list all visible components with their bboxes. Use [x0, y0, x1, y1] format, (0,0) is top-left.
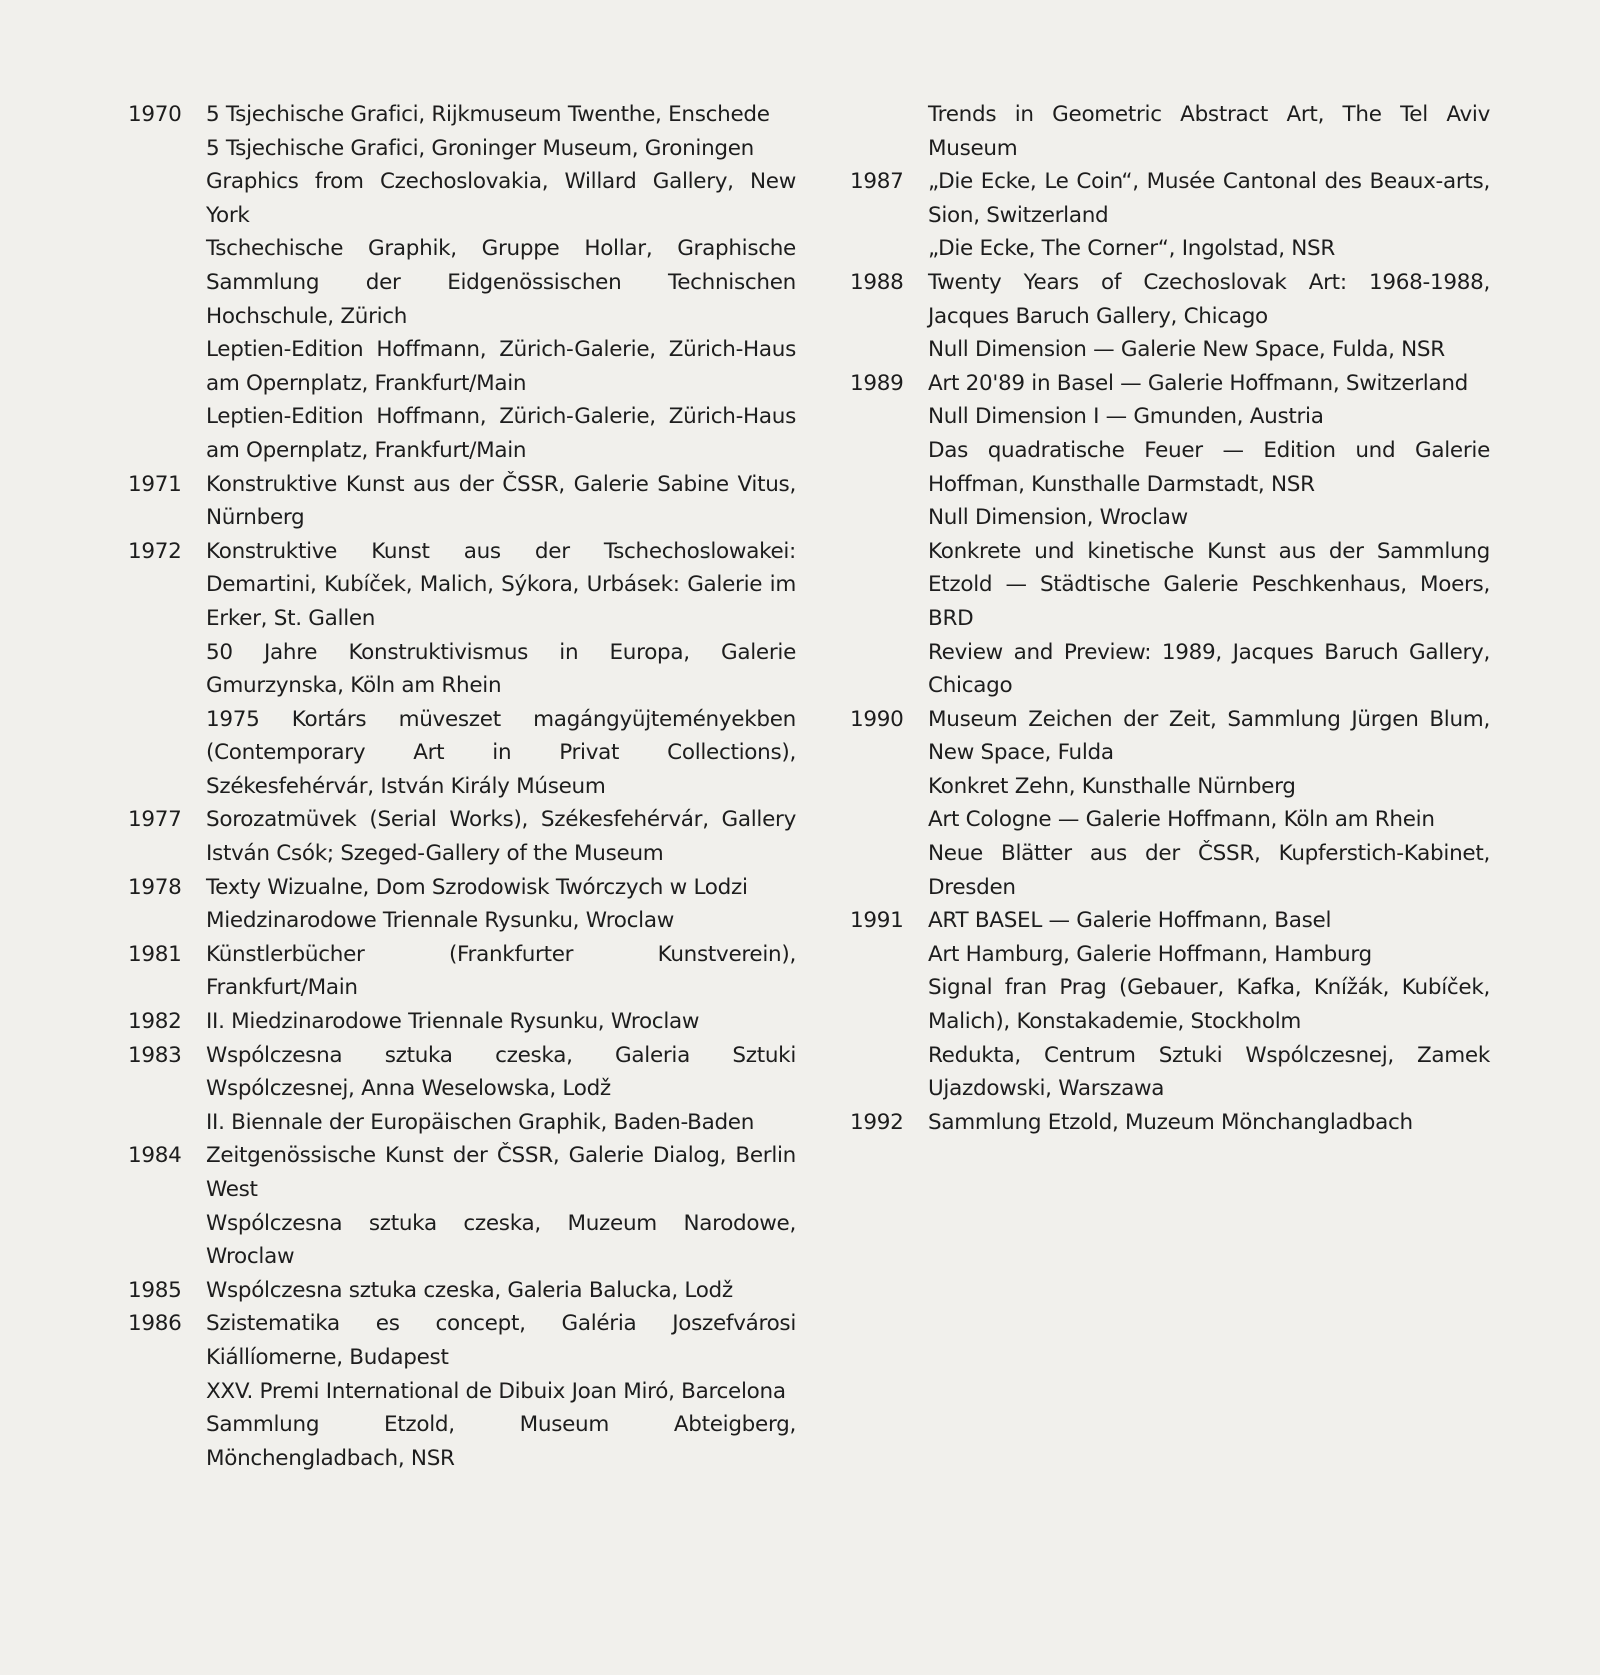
exhibition-year: 1988 — [850, 269, 904, 295]
exhibition-entry: Leptien-Edition Hoffmann, Zürich-Galerie, Zürich-Haus am Opernplatz, Frankfurt/Main — [206, 404, 796, 463]
exhibition-entry: Konstruktive Kunst aus der Tschechoslowakei: Demartini, Kubíček, Malich, Sýkora, Urbásek: Galerie im Erker, St. Gallen — [206, 538, 796, 631]
exhibition-year: 1978 — [128, 874, 182, 900]
exhibition-entry: Leptien-Edition Hoffmann, Zürich-Galerie, Zürich-Haus am Opernplatz, Frankfurt/Main — [206, 337, 796, 396]
exhibition-year: 1990 — [850, 706, 904, 732]
exhibition-entry: Konkrete und kinetische Kunst aus der Sammlung Etzold — Städtische Galerie Peschkenhaus, Moers, BRD — [928, 538, 1490, 631]
exhibition-row — [850, 434, 1550, 501]
exhibition-row — [128, 1408, 828, 1475]
exhibition-year: 1971 — [128, 471, 182, 497]
exhibition-year: 1983 — [128, 1042, 182, 1068]
exhibition-row — [850, 971, 1550, 1038]
exhibition-row — [128, 468, 828, 535]
exhibition-row — [850, 837, 1550, 904]
exhibition-row — [128, 165, 828, 232]
exhibition-row — [850, 333, 1550, 367]
exhibition-entry: Graphics from Czechoslovakia, Willard Gallery, New York — [206, 169, 796, 228]
exhibition-entry: XXV. Premi International de Dibuix Joan Miró, Barcelona — [206, 1378, 786, 1404]
exhibition-entry: 5 Tsjechische Grafici, Groninger Museum, Groningen — [206, 135, 755, 161]
exhibition-row — [128, 803, 828, 870]
exhibition-entry: II. Miedzinarodowe Triennale Rysunku, Wroclaw — [206, 1009, 700, 1035]
exhibition-entry: Zeitgenössische Kunst der ČSSR, Galerie Dialog, Berlin West — [206, 1143, 796, 1202]
exhibition-entry: Art Hamburg, Galerie Hoffmann, Hamburg — [928, 941, 1372, 967]
exhibition-row — [128, 333, 828, 400]
exhibition-year: 1982 — [128, 1009, 182, 1035]
exhibition-row — [850, 501, 1550, 535]
exhibition-entry: Museum Zeichen der Zeit, Sammlung Jürgen Blum, New Space, Fulda — [928, 706, 1490, 766]
exhibition-row — [850, 703, 1550, 770]
exhibition-entry: Twenty Years of Czechoslovak Art: 1968-1988, Jacques Baruch Gallery, Chicago — [928, 269, 1490, 329]
exhibition-entry: ART BASEL — Galerie Hoffmann, Basel — [928, 908, 1332, 934]
exhibition-row — [850, 1039, 1550, 1106]
exhibition-entry: 50 Jahre Konstruktivismus in Europa, Galerie Gmurzynska, Köln am Rhein — [206, 639, 796, 699]
exhibition-entry: Konkret Zehn, Kunsthalle Nürnberg — [928, 773, 1296, 799]
exhibition-entry: „Die Ecke, Le Coin“, Musée Cantonal des Beaux-arts, Sion, Switzerland — [928, 169, 1490, 228]
exhibition-row — [850, 904, 1550, 938]
exhibition-entry: Neue Blätter aus der ČSSR, Kupferstich-Kabinet, Dresden — [928, 841, 1490, 900]
exhibition-row — [128, 535, 828, 636]
exhibition-row — [128, 400, 828, 467]
exhibition-row — [850, 803, 1550, 837]
exhibition-row — [128, 132, 828, 166]
exhibition-entry: Szistematika es concept, Galéria Joszefvárosi Kiállíomerne, Budapest — [206, 1311, 796, 1370]
exhibition-year: 1989 — [850, 370, 904, 396]
exhibition-row — [128, 938, 828, 1005]
exhibition-entry: „Die Ecke, The Corner“, Ingolstad, NSR — [928, 236, 1336, 262]
exhibition-entry: Künstlerbücher (Frankfurter Kunstverein), Frankfurt/Main — [206, 941, 796, 1001]
exhibition-entry: Texty Wizualne, Dom Szrodowisk Twórczych w Lodzi — [206, 874, 748, 900]
left-column — [128, 98, 828, 1475]
exhibition-row — [850, 165, 1550, 232]
exhibition-year: 1984 — [128, 1143, 182, 1169]
exhibition-entry: Null Dimension I — Gmunden, Austria — [928, 404, 1324, 430]
exhibition-row — [128, 1207, 828, 1274]
exhibition-entry: Das quadratische Feuer — Edition und Galerie Hoffman, Kunsthalle Darmstadt, NSR — [928, 437, 1490, 497]
exhibition-entry: Sammlung Etzold, Muzeum Mönchangladbach — [928, 1109, 1413, 1135]
exhibition-entry: II. Biennale der Europäischen Graphik, Baden-Baden — [206, 1109, 755, 1135]
exhibition-entry: Signal fran Prag (Gebauer, Kafka, Knížák, Kubíček, Malich), Konstakademie, Stockholm — [928, 975, 1490, 1035]
exhibition-row — [850, 770, 1550, 804]
exhibition-entry: Review and Preview: 1989, Jacques Baruch Gallery, Chicago — [928, 639, 1490, 699]
exhibition-row — [128, 1139, 828, 1206]
exhibition-row — [128, 636, 828, 703]
exhibition-year: 1986 — [128, 1311, 182, 1337]
exhibition-year: 1970 — [128, 102, 182, 127]
exhibition-row — [128, 703, 828, 804]
exhibition-entry: Sorozatmüvek (Serial Works), Székesfehérvár, Gallery István Csók; Szeged-Gallery of the Museum — [206, 807, 796, 867]
exhibition-entry: Null Dimension — Galerie New Space, Fulda, NSR — [928, 337, 1445, 363]
exhibition-row — [128, 1375, 828, 1409]
exhibition-row — [128, 1274, 828, 1308]
exhibition-row — [850, 1106, 1550, 1140]
exhibition-year: 1987 — [850, 169, 904, 195]
exhibition-row — [128, 1039, 828, 1106]
exhibition-year: 1972 — [128, 538, 182, 564]
exhibition-year: 1977 — [128, 807, 182, 833]
exhibition-row — [128, 1106, 828, 1140]
exhibition-year: 1991 — [850, 908, 904, 934]
right-column — [850, 98, 1550, 1139]
exhibition-year: 1985 — [128, 1277, 182, 1303]
exhibition-entry: Tschechische Graphik, Gruppe Hollar, Graphische Sammlung der Eidgenössischen Technischen Hochschule, Zürich — [206, 236, 796, 329]
exhibition-entry: Art 20'89 in Basel — Galerie Hoffmann, Switzerland — [928, 370, 1469, 396]
exhibition-entry: Wspólczesna sztuka czeska, Galeria Balucka, Lodž — [206, 1277, 733, 1303]
exhibition-entry: Art Cologne — Galerie Hoffmann, Köln am Rhein — [928, 807, 1435, 833]
exhibition-year: 1981 — [128, 941, 182, 967]
exhibition-entry: Redukta, Centrum Sztuki Wspólczesnej, Zamek Ujazdowski, Warszawa — [928, 1042, 1490, 1102]
exhibition-row — [850, 232, 1550, 266]
exhibition-entry: Wspólczesna sztuka czeska, Muzeum Narodowe, Wroclaw — [206, 1210, 796, 1270]
exhibition-entry: Wspólczesna sztuka czeska, Galeria Sztuki Wspólczesnej, Anna Weselowska, Lodž — [206, 1042, 796, 1102]
exhibition-row — [850, 367, 1550, 401]
exhibition-row — [128, 1005, 828, 1039]
exhibition-row — [128, 871, 828, 905]
exhibition-entry: 1975 Kortárs müveszet magángyüjteményekben (Contemporary Art in Privat Collections), Székesfehérvár, István Király Múseum — [206, 706, 796, 799]
exhibition-entry: Sammlung Etzold, Museum Abteigberg, Mönchengladbach, NSR — [206, 1412, 796, 1471]
exhibition-entry: 5 Tsjechische Grafici, Rijkmuseum Twenthe, Enschede — [206, 102, 770, 127]
exhibition-entry: Trends in Geometric Abstract Art, The Tel Aviv Museum — [928, 102, 1490, 161]
exhibition-row — [128, 232, 828, 333]
exhibition-entry: Konstruktive Kunst aus der ČSSR, Galerie Sabine Vitus, Nürnberg — [206, 471, 796, 531]
exhibition-year: 1992 — [850, 1109, 904, 1135]
exhibition-row — [850, 938, 1550, 972]
exhibition-entry: Miedzinarodowe Triennale Rysunku, Wroclaw — [206, 908, 674, 934]
exhibition-row — [850, 98, 1550, 165]
exhibition-row — [128, 1307, 828, 1374]
exhibition-row — [128, 98, 828, 132]
exhibition-row — [850, 266, 1550, 333]
exhibition-row — [850, 535, 1550, 636]
exhibition-entry: Null Dimension, Wroclaw — [928, 505, 1188, 531]
exhibition-row — [128, 904, 828, 938]
exhibition-row — [850, 636, 1550, 703]
exhibition-row — [850, 400, 1550, 434]
